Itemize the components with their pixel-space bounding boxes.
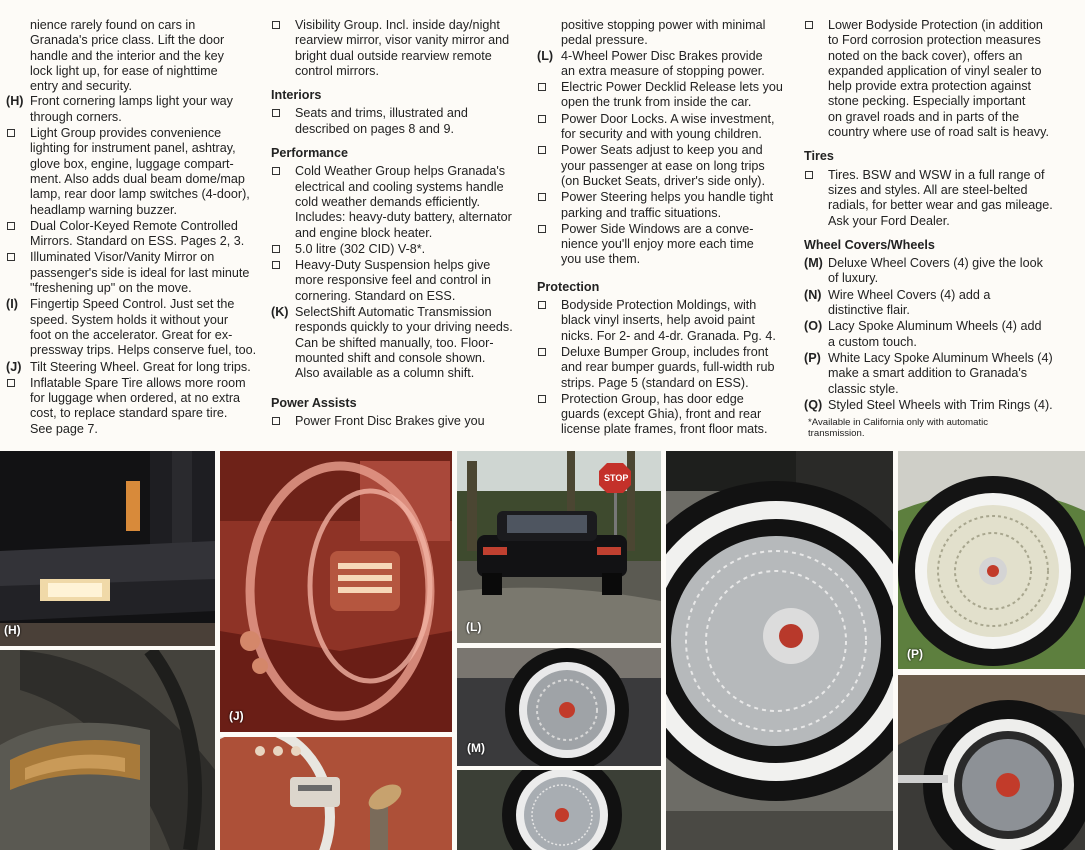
console-illustration	[220, 737, 452, 850]
power-assist-items	[537, 49, 795, 268]
text-line: handle and the interior and the key	[30, 48, 224, 63]
photo-tilt-steering	[220, 451, 452, 732]
feature-text	[561, 112, 795, 143]
feature-text	[30, 126, 264, 218]
text-line: to Ford corrosion protection measures	[828, 33, 1041, 48]
photo-selectshift	[220, 737, 452, 850]
text-line: Electric Power Decklid Release lets you	[561, 80, 783, 95]
text-line: glove box, engine, luggage compart-	[30, 156, 234, 171]
checkbox-icon	[272, 21, 280, 29]
text-line: make a smart addition to Granada's	[828, 366, 1028, 381]
text-line: Cold Weather Group helps Granada's	[295, 164, 506, 179]
text-line: classic style.	[828, 381, 899, 396]
text-line: Tilt Steering Wheel. Great for long trips.	[30, 359, 251, 374]
feature-item	[804, 351, 1082, 397]
text-line: and rear bumper guards, full-width rub	[561, 360, 775, 375]
feature-text	[30, 219, 264, 250]
feature-item	[537, 298, 795, 344]
text-line: described on pages 8 and 9.	[295, 121, 454, 136]
feature-item	[537, 80, 795, 111]
text-line: transmission.	[808, 428, 865, 440]
text-line: responds quickly to your driving needs.	[295, 320, 513, 335]
text-line: cornering. Standard on ESS.	[295, 288, 456, 303]
text-line: (on Bucket Seats, driver's side only).	[561, 173, 765, 188]
column-2	[271, 18, 527, 430]
text-line: your passenger at ease on long trips	[561, 158, 765, 173]
white-lacy-spoke-illustration	[898, 451, 1085, 669]
checkbox-icon	[7, 222, 15, 230]
feature-item	[537, 392, 795, 438]
text-line: cold weather demands efficiently.	[295, 194, 481, 209]
checkbox-icon	[805, 21, 813, 29]
text-line: strips. Page 5 (standard on ESS).	[561, 375, 749, 390]
text-line: Mirrors. Standard on ESS. Pages 2, 3.	[30, 234, 245, 249]
text-line: foot on the accelerator. Great for ex-	[30, 327, 233, 342]
wheel-covers-heading: Wheel Covers/Wheels	[804, 237, 935, 252]
text-line: parking and traffic situations.	[561, 205, 722, 220]
text-line: Fingertip Speed Control. Just set the	[30, 297, 235, 312]
text-line: noted on the back cover), offers an	[828, 48, 1023, 63]
checkbox-icon	[538, 225, 546, 233]
text-line: a custom touch.	[828, 334, 917, 349]
text-line: Heavy-Duty Suspension helps give	[295, 258, 491, 273]
text-line: lock light up, for ease of nighttime	[30, 63, 218, 78]
feature-item	[804, 319, 1082, 350]
text-line: cost, to replace standard spare tire.	[30, 406, 228, 421]
text-line: an extra measure of stopping power.	[561, 63, 765, 78]
item-marker: (Q)	[804, 397, 823, 412]
text-line: Deluxe Bumper Group, includes front	[561, 344, 769, 359]
feature-item	[537, 190, 795, 221]
photo-label-l: (L)	[466, 620, 482, 634]
checkbox-icon	[538, 395, 546, 403]
checkbox-icon	[538, 193, 546, 201]
styled-steel-illustration	[898, 675, 1085, 850]
tires-item	[804, 168, 1082, 229]
text-line: through corners.	[30, 109, 122, 124]
checkbox-icon	[272, 261, 280, 269]
item-marker: (I)	[6, 297, 18, 312]
interiors-text	[295, 106, 527, 137]
text-line: distinctive flair.	[828, 303, 910, 318]
feature-item	[6, 250, 264, 296]
text-line: you use them.	[561, 252, 641, 267]
feature-item	[6, 219, 264, 250]
text-line: mounted shift and console shown.	[295, 350, 486, 365]
item-marker: (J)	[6, 359, 22, 374]
feature-text	[561, 143, 795, 189]
text-line: guards (except Ghia), front and rear	[561, 407, 762, 422]
text-line: *Available in California only with automatic	[808, 417, 989, 429]
text-line: nicks. For 2- and 4-dr. Granada. Pg. 4.	[561, 328, 776, 343]
text-line: more responsive feel and control in	[295, 273, 492, 288]
item-marker: (N)	[804, 287, 822, 302]
lower-bodyside-text	[828, 18, 1082, 140]
feature-text	[561, 298, 795, 344]
feature-text	[561, 80, 795, 111]
text-line: Lacy Spoke Aluminum Wheels (4) add	[828, 319, 1042, 334]
feature-item	[537, 222, 795, 268]
text-line: nience rarely found on cars in	[30, 18, 196, 32]
text-line: bright dual outside rearview remote	[295, 48, 492, 63]
text-line: speed. System holds it without your	[30, 312, 229, 327]
text-line: expanded application of vinyl sealer to	[828, 63, 1042, 78]
feature-text	[561, 222, 795, 268]
feature-item	[804, 256, 1082, 287]
text-line: lamp, rear door lamp switches (4-door),	[30, 187, 250, 202]
photo-label-p: (P)	[907, 647, 923, 661]
power-front-disc-text	[295, 414, 527, 429]
tires-text	[828, 168, 1082, 229]
text-line: Also available as a column shift.	[295, 366, 475, 381]
wheel-items	[804, 256, 1082, 413]
text-line: rearview mirror, visor vanity mirror and	[295, 33, 510, 48]
feature-text	[30, 376, 264, 437]
text-line: radials, for better wear and gas mileage.	[828, 198, 1053, 213]
footnote	[804, 417, 1082, 439]
interiors-item	[271, 106, 527, 137]
photo-cornering-lamp	[0, 451, 215, 646]
power-assists-heading: Power Assists	[271, 395, 357, 410]
text-line: nience you'll enjoy more each time	[561, 237, 754, 252]
checkbox-icon	[272, 245, 280, 253]
feature-item	[537, 345, 795, 391]
item-marker: (H)	[6, 94, 24, 109]
text-line: Ask your Ford Dealer.	[828, 213, 950, 228]
feature-item	[537, 49, 795, 80]
stop-sign-text: STOP	[604, 473, 629, 483]
column-1	[6, 18, 264, 438]
text-line: Dual Color-Keyed Remote Controlled	[30, 218, 238, 233]
column-3	[537, 18, 795, 439]
item-marker: (K)	[271, 305, 289, 320]
text-line: Inflatable Spare Tire allows more room	[30, 375, 246, 390]
text-line: ment. Also adds dual beam dome/map	[30, 171, 245, 186]
text-line: pedal pressure.	[561, 33, 648, 48]
item-marker: (L)	[537, 48, 554, 63]
text-line: See page 7.	[30, 421, 98, 436]
feature-text	[30, 94, 264, 125]
feature-text	[561, 190, 795, 221]
text-line: control mirrors.	[295, 63, 379, 78]
checkbox-icon	[538, 146, 546, 154]
text-line: Seats and trims, illustrated and	[295, 106, 468, 121]
checkbox-icon	[7, 253, 15, 261]
text-line: Power Door Locks. A wise investment,	[561, 111, 775, 126]
text-line: license plate frames, front floor mats.	[561, 422, 768, 437]
text-line: White Lacy Spoke Aluminum Wheels (4)	[828, 350, 1053, 365]
feature-item	[537, 143, 795, 189]
checkbox-icon	[538, 301, 546, 309]
text-line: Front cornering lamps light your way	[30, 94, 233, 109]
checkbox-icon	[7, 379, 15, 387]
visibility-group-text	[295, 18, 527, 79]
speed-control-illustration	[0, 650, 215, 850]
photo-deluxe-wheel-covers	[457, 648, 661, 766]
checkbox-icon	[272, 109, 280, 117]
photo-styled-steel-wheels	[898, 675, 1085, 850]
feature-item	[537, 112, 795, 143]
feature-item	[271, 305, 527, 381]
feature-text	[295, 305, 527, 381]
deluxe-wheel-illustration	[457, 648, 661, 766]
text-line: help provide extra protection against	[828, 79, 1032, 94]
column-1-items	[6, 94, 264, 437]
photo-label-h: (H)	[4, 623, 21, 637]
feature-text	[828, 351, 1082, 397]
text-line: open the trunk from inside the car.	[561, 95, 752, 110]
feature-text	[828, 398, 1082, 413]
text-line: Light Group provides convenience	[30, 126, 222, 141]
text-line: Can be shifted manually, too. Floor-	[295, 335, 494, 350]
checkbox-icon	[538, 348, 546, 356]
text-line: entry and security.	[30, 79, 132, 94]
text-line: Deluxe Wheel Covers (4) give the look	[828, 256, 1043, 271]
text-line: passenger's side is ideal for last minute	[30, 265, 250, 280]
text-line: Power Side Windows are a conve-	[561, 221, 754, 236]
power-front-disc-item	[271, 414, 527, 429]
text-line: Illuminated Visor/Vanity Mirror on	[30, 250, 215, 265]
feature-text	[561, 392, 795, 438]
text-line: Power Seats adjust to keep you and	[561, 143, 763, 158]
text-line: Wire Wheel Covers (4) add a	[828, 287, 991, 302]
text-line: on gravel roads and in parts of the	[828, 109, 1020, 124]
feature-item	[804, 398, 1082, 413]
feature-item	[271, 242, 527, 257]
feature-item	[6, 94, 264, 125]
feature-item	[804, 288, 1082, 319]
text-line: electrical and cooling systems handle	[295, 179, 504, 194]
text-line: stone pecking. Especially important	[828, 94, 1026, 109]
feature-item	[6, 297, 264, 358]
text-line: lighting for instrument panel, ashtray,	[30, 141, 236, 156]
text-line: Protection Group, has door edge	[561, 391, 744, 406]
feature-item	[6, 360, 264, 375]
checkbox-icon	[538, 115, 546, 123]
feature-text	[295, 164, 527, 240]
feature-item	[271, 164, 527, 240]
text-line: for luggage when ordered, at no extra	[30, 391, 241, 406]
column-1-intro	[6, 18, 264, 94]
text-line: Includes: heavy-duty battery, alternator	[295, 210, 512, 225]
text-line: country where use of road salt is heavy.	[828, 125, 1049, 140]
feature-text	[828, 319, 1082, 350]
text-line: pressway trips. Helps conserve fuel, too.	[30, 343, 257, 358]
text-line: for security and with young children.	[561, 127, 762, 142]
photo-speed-control	[0, 650, 215, 850]
checkbox-icon	[272, 167, 280, 175]
text-line: sizes and styles. All are steel-belted	[828, 182, 1028, 197]
text-line: SelectShift Automatic Transmission	[295, 305, 492, 320]
feature-text	[828, 288, 1082, 319]
checkbox-icon	[538, 83, 546, 91]
interiors-heading: Interiors	[271, 88, 322, 103]
text-line: Bodyside Protection Moldings, with	[561, 298, 757, 313]
text-line: Granada's price class. Lift the door	[30, 33, 225, 48]
lacy-spoke-illustration	[666, 451, 893, 850]
performance-items	[271, 164, 527, 381]
checkbox-icon	[7, 129, 15, 137]
photo-label-j: (J)	[229, 709, 244, 723]
protection-heading: Protection	[537, 279, 600, 294]
text-line: Tires. BSW and WSW in a full range of	[828, 167, 1045, 182]
cornering-lamp-illustration	[0, 451, 215, 646]
text-line: of luxury.	[828, 271, 879, 286]
text-line: Visibility Group. Incl. inside day/night	[295, 18, 500, 32]
text-line: "freshening up" on the move.	[30, 281, 192, 296]
text-line: black vinyl inserts, help avoid paint	[561, 313, 755, 328]
column-3-intro	[537, 18, 795, 49]
feature-item	[6, 376, 264, 437]
text-line: positive stopping power with minimal	[561, 18, 766, 32]
feature-text	[295, 242, 527, 257]
feature-text	[561, 49, 795, 80]
lower-bodyside-item	[804, 18, 1082, 140]
protection-items	[537, 298, 795, 438]
text-line: Lower Bodyside Protection (in addition	[828, 18, 1043, 32]
column-4	[804, 18, 1082, 439]
photo-lacy-spoke-wheels	[666, 451, 893, 850]
text-line: headlamp warning buzzer.	[30, 202, 178, 217]
feature-text	[30, 297, 264, 358]
text-line: and engine block heater.	[295, 225, 433, 240]
photo-white-lacy-spoke-wheels	[898, 451, 1085, 669]
feature-text	[30, 250, 264, 296]
item-marker: (P)	[804, 350, 821, 365]
feature-text	[30, 360, 264, 375]
car-stop-illustration	[457, 451, 661, 643]
photo-label-m: (M)	[467, 741, 485, 755]
text-line: 5.0 litre (302 CID) V-8*.	[295, 241, 426, 256]
feature-text	[828, 256, 1082, 287]
text-line: Power Steering helps you handle tight	[561, 190, 774, 205]
performance-heading: Performance	[271, 146, 348, 161]
feature-text	[295, 258, 527, 304]
wire-wheel-illustration	[457, 770, 661, 850]
checkbox-icon	[272, 417, 280, 425]
feature-item	[271, 258, 527, 304]
item-marker: (O)	[804, 319, 823, 334]
visibility-group-item	[271, 18, 527, 79]
photo-wire-wheel-covers	[457, 770, 661, 850]
text-line: Styled Steel Wheels with Trim Rings (4).	[828, 397, 1053, 412]
text-line: 4-Wheel Power Disc Brakes provide	[561, 48, 763, 63]
steering-wheel-illustration	[220, 451, 452, 732]
feature-text	[561, 345, 795, 391]
feature-item	[6, 126, 264, 218]
item-marker: (M)	[804, 256, 823, 271]
checkbox-icon	[805, 171, 813, 179]
photo-4-wheel-disc-brakes	[457, 451, 661, 643]
tires-heading: Tires	[804, 149, 834, 164]
text-line: Power Front Disc Brakes give you	[295, 413, 485, 428]
